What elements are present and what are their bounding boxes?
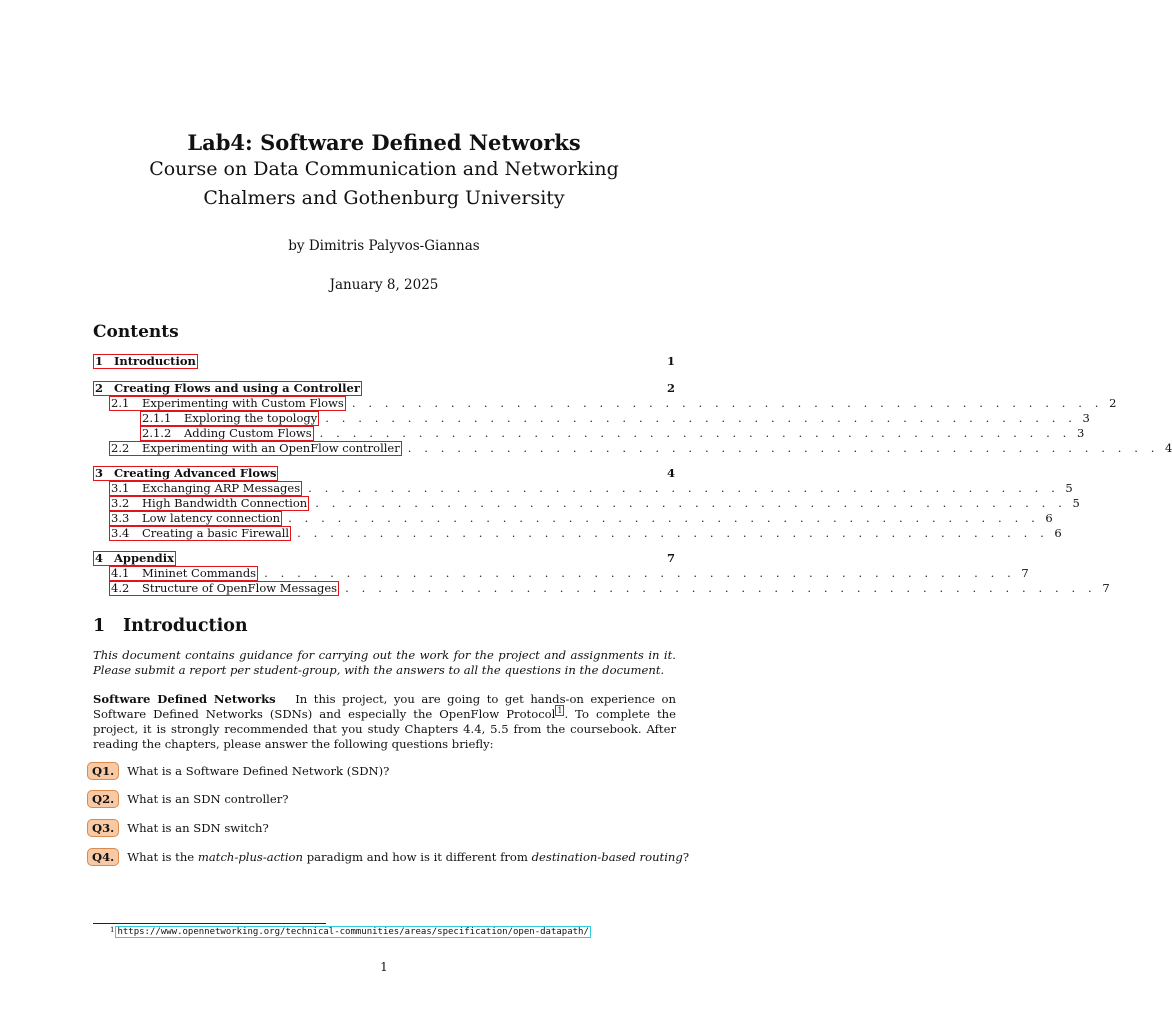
toc-link-mininet-commands[interactable]	[109, 566, 258, 581]
toc-entry	[109, 441, 1172, 456]
document-subtitle-course: Course on Data Communication and Networking	[149, 158, 619, 180]
toc-entry	[93, 551, 675, 566]
toc-entry	[93, 354, 675, 369]
toc-leader-dots: . . . . . . . . . . . . . . . . . . . . . . . . . . . . . . . . . . . . . . . . . . . . . .	[315, 496, 1067, 510]
abstract-text: This document contains guidance for carrying out the work for the project and assignments in it. Please submit a report per student-group, with the answers to all the questions in the document.	[93, 648, 676, 677]
toc-page: 2	[666, 381, 675, 395]
toc-leader-dots: . . . . . . . . . . . . . . . . . . . . . . . . . . . . . . . . . . . . . . . . . . . . . .	[345, 581, 1097, 595]
toc-title: Introduction	[114, 354, 196, 368]
question-item	[87, 848, 689, 866]
toc-leader-dots: . . . . . . . . . . . . . . . . . . . . . . . . . . . . . . . . . . . . . . . . . . . . . .	[264, 566, 1016, 580]
toc-title: Creating Advanced Flows	[114, 466, 277, 480]
page-number: 1	[380, 960, 388, 974]
toc-link-basic-firewall[interactable]	[109, 526, 291, 541]
question-emphasis: match-plus-action	[197, 850, 303, 864]
toc-link-exploring-topology[interactable]	[140, 411, 319, 426]
toc-page: 2	[1109, 396, 1117, 410]
paragraph-text: In this project, you are going to get hands-on experience on Software Defined Networks (SDNs) and especially the OpenFlow Protocol	[93, 692, 676, 721]
question-text-part: What is the	[127, 850, 195, 864]
toc-link-low-latency[interactable]	[109, 511, 282, 526]
toc-page: 6	[1054, 526, 1062, 540]
question-item	[87, 790, 288, 808]
toc-title: Experimenting with an OpenFlow controller	[142, 441, 400, 455]
toc-entry	[109, 396, 1117, 411]
toc-link-openflow-messages[interactable]	[109, 581, 339, 596]
toc-entry	[109, 566, 1029, 581]
toc-entry	[93, 466, 675, 481]
toc-link-openflow-controller[interactable]	[109, 441, 402, 456]
toc-entry	[109, 496, 1080, 511]
toc-number: 2.1	[111, 396, 130, 410]
document-author: by Dimitris Palyvos-Giannas	[288, 238, 480, 254]
toc-number: 2.1.2	[142, 426, 172, 440]
toc-number: 3	[95, 466, 104, 480]
question-text: What is a Software Defined Network (SDN)?	[127, 764, 390, 778]
toc-leader-dots: . . . . . . . . . . . . . . . . . . . . . . . . . . . . . . . . . . . . . . . . . . . . . .	[297, 526, 1049, 540]
toc-link-advanced-flows[interactable]	[93, 466, 278, 481]
toc-title: Exchanging ARP Messages	[142, 481, 301, 495]
toc-leader-dots: . . . . . . . . . . . . . . . . . . . . . . . . . . . . . . . . . . . . . . . . . . . . . .	[319, 426, 1071, 440]
paragraph-lead: Software Defined Networks	[93, 692, 276, 706]
toc-page: 3	[1082, 411, 1090, 425]
toc-link-arp-messages[interactable]	[109, 481, 302, 496]
toc-title: Experimenting with Custom Flows	[142, 396, 344, 410]
toc-page: 4	[666, 466, 675, 480]
toc-title: Structure of OpenFlow Messages	[142, 581, 338, 595]
toc-title: Exploring the topology	[184, 411, 318, 425]
toc-number: 2	[95, 381, 104, 395]
question-badge: Q4.	[87, 848, 119, 866]
toc-entry	[93, 381, 675, 396]
toc-number: 3.1	[111, 481, 130, 495]
intro-paragraph	[93, 692, 676, 752]
question-text: What is an SDN switch?	[127, 821, 269, 835]
toc-page: 6	[1045, 511, 1053, 525]
toc-title: Appendix	[114, 551, 174, 565]
toc-page: 4	[1165, 441, 1172, 455]
footnote-mark: 1	[110, 926, 115, 934]
section-title: Introduction	[123, 616, 248, 636]
toc-number: 4	[95, 551, 104, 565]
footnote	[110, 926, 591, 938]
toc-link-custom-flows[interactable]	[109, 396, 346, 411]
section-number: 1	[93, 616, 106, 636]
footnote-reference-link[interactable]: 1	[557, 706, 563, 716]
question-item	[87, 762, 389, 780]
toc-title: Creating Flows and using a Controller	[114, 381, 360, 395]
toc-number: 2.2	[111, 441, 130, 455]
footnote-rule	[93, 923, 326, 924]
toc-number: 1	[95, 354, 104, 368]
question-item	[87, 819, 269, 837]
toc-page: 3	[1076, 426, 1085, 440]
question-badge: Q2.	[87, 790, 119, 808]
question-text-part: paradigm and how is it different from	[306, 850, 528, 864]
document-subtitle-university: Chalmers and Gothenburg University	[203, 187, 565, 209]
question-text-part: ?	[682, 850, 690, 864]
toc-leader-dots: . . . . . . . . . . . . . . . . . . . . . . . . . . . . . . . . . . . . . . . . . . . . . .	[325, 411, 1077, 425]
question-text	[127, 850, 689, 864]
toc-title: High Bandwidth Connection	[142, 496, 308, 510]
toc-number: 3.2	[111, 496, 130, 510]
toc-number: 3.4	[111, 526, 130, 540]
toc-entry	[109, 526, 1062, 541]
footnote-url-link[interactable]: https://www.opennetworking.org/technical-communities/areas/specification/open-datapath/	[117, 927, 589, 937]
section-heading-introduction	[93, 616, 248, 636]
toc-leader-dots: . . . . . . . . . . . . . . . . . . . . . . . . . . . . . . . . . . . . . . . . . . . . . .	[351, 396, 1104, 410]
toc-number: 2.1.1	[142, 411, 172, 425]
toc-title: Creating a basic Firewall	[142, 526, 290, 540]
document-date: January 8, 2025	[329, 277, 439, 293]
toc-page: 5	[1072, 496, 1080, 510]
question-badge: Q3.	[87, 819, 119, 837]
toc-entry	[109, 581, 1110, 596]
document-title: Lab4: Software Defined Networks	[187, 130, 581, 155]
toc-entry	[109, 511, 1053, 526]
toc-page: 7	[666, 551, 675, 565]
contents-heading: Contents	[93, 322, 179, 342]
toc-page: 7	[1021, 566, 1029, 580]
toc-page: 1	[666, 354, 675, 368]
toc-link-high-bandwidth[interactable]	[109, 496, 309, 511]
question-emphasis: destination-based routing	[531, 850, 683, 864]
toc-page: 5	[1065, 481, 1073, 495]
toc-link-adding-custom-flows[interactable]	[140, 426, 314, 441]
toc-leader-dots: . . . . . . . . . . . . . . . . . . . . . . . . . . . . . . . . . . . . . . . . . . . . . .	[288, 511, 1040, 525]
toc-entry	[109, 481, 1073, 496]
toc-link-introduction[interactable]	[93, 354, 198, 369]
toc-number: 3.3	[111, 511, 130, 525]
paragraph-text: . To complete the project, it is strongly recommended that you study Chapters 4.4, 5.5 from the coursebook. After reading the chapters, please answer the following questions briefly:	[93, 707, 676, 751]
question-text: What is an SDN controller?	[127, 792, 289, 806]
toc-title: Adding Custom Flows	[184, 426, 312, 440]
toc-title: Low latency connection	[142, 511, 281, 525]
toc-leader-dots: . . . . . . . . . . . . . . . . . . . . . . . . . . . . . . . . . . . . . . . . . . . . . .	[308, 481, 1060, 495]
toc-entry	[140, 426, 1085, 441]
question-badge: Q1.	[87, 762, 119, 780]
toc-link-creating-flows[interactable]	[93, 381, 362, 396]
toc-number: 4.1	[111, 566, 130, 580]
toc-link-appendix[interactable]	[93, 551, 176, 566]
toc-page: 7	[1102, 581, 1110, 595]
toc-number: 4.2	[111, 581, 130, 595]
toc-entry	[140, 411, 1090, 426]
toc-title: Mininet Commands	[142, 566, 257, 580]
toc-leader-dots: . . . . . . . . . . . . . . . . . . . . . . . . . . . . . . . . . . . . . . . . . . . . . .	[407, 441, 1160, 455]
